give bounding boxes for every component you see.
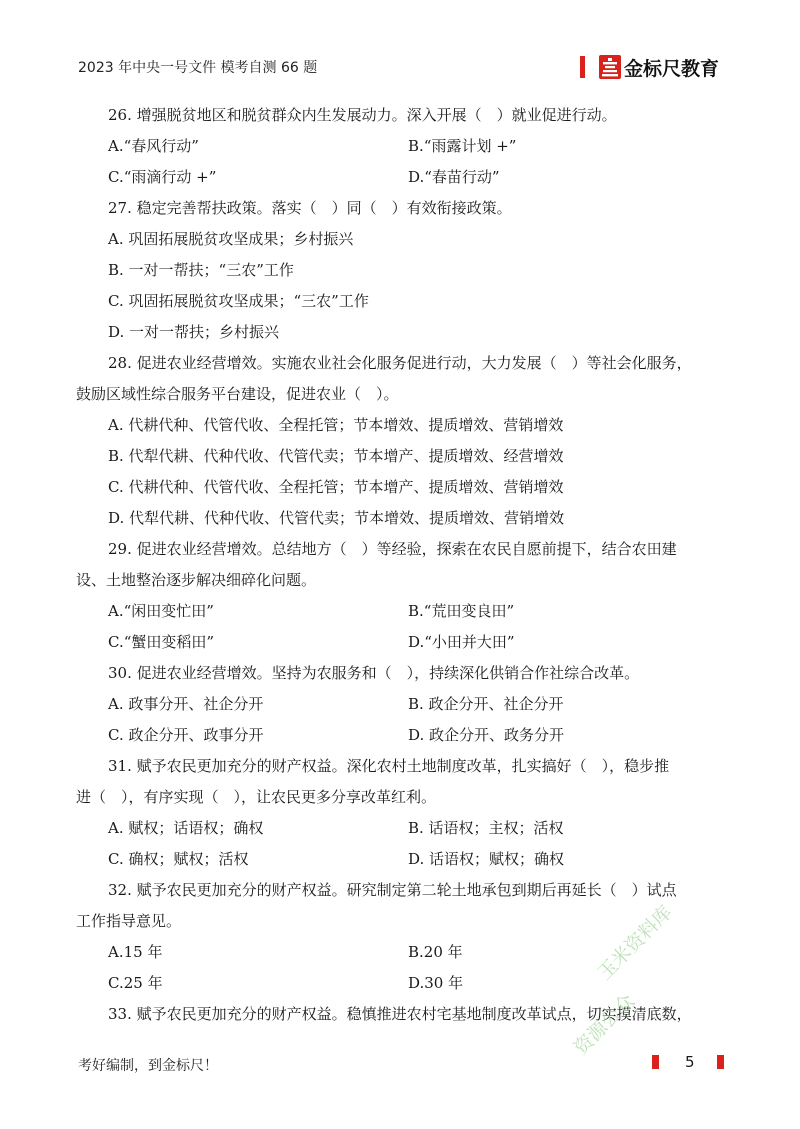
option: D. 政企分开、政务分开 [408,726,565,744]
option: D. 话语权；赋权；确权 [408,850,565,868]
option-row [108,720,728,751]
option: A.“闲田变忙田” [108,602,214,620]
option: B. 一对一帮扶；“三农”工作 [108,261,294,279]
option: B.“雨露计划 +” [408,137,517,155]
option: A. 巩固拓展脱贫攻坚成果；乡村振兴 [108,230,354,248]
question-stem-continued: 进（ ），有序实现（ ），让农民更多分享改革红利。 [76,788,437,806]
option: B. 代犁代耕、代种代收、代管代卖；节本增产、提质增效、经营增效 [108,447,564,465]
question-stem: 26. 增强脱贫地区和脱贫群众内生发展动力。深入开展（ ）就业促进行动。 [108,106,617,124]
question-stem: 28. 促进农业经营增效。实施农业社会化服务促进行动，大力发展（ ）等社会化服务， [108,354,692,372]
question-stem: 29. 促进农业经营增效。总结地方（ ）等经验，探索在农民自愿前提下，结合农田建 [108,540,677,558]
logo-icon [599,55,621,79]
option: B. 话语权；主权；活权 [408,819,564,837]
header-title: 2023 年中央一号文件 模考自测 66 题 [78,60,318,76]
option: C. 确权；赋权；活权 [108,850,249,868]
option: C.“雨滴行动 +” [108,168,217,186]
option: C. 政企分开、政事分开 [108,726,264,744]
logo-accent-bar [580,56,585,78]
page-number: 5 [685,1053,695,1071]
watermark-line1: 玉米资料库 [593,901,677,985]
brand-logo [580,52,719,82]
option-row [108,627,728,658]
question-stem: 31. 赋予农民更加充分的财产权益。深化农村土地制度改革，扎实搞好（ ），稳步推 [108,757,670,775]
option: C. 代耕代种、代管代收、全程托管；节本增产、提质增效、营销增效 [108,478,564,496]
option: A.“春风行动” [108,137,199,155]
option: C.“蟹田变稻田” [108,633,215,651]
logo-text: 金标尺教育 [624,57,720,80]
option-row [108,689,728,720]
option-row [108,813,728,844]
question-list [76,100,728,1030]
question-stem-continued: 工作指导意见。 [76,912,182,930]
option: A. 政事分开、社企分开 [108,695,264,713]
question-stem: 30. 促进农业经营增效。坚持为农服务和（ ），持续深化供销合作社综合改革。 [108,664,640,682]
footer-slogan: 考好编制，到金标尺！ [78,1058,218,1074]
option: A.15 年 [108,943,163,961]
option: A. 代耕代种、代管代收、全程托管；节本增效、提质增效、营销增效 [108,416,564,434]
option: C. 巩固拓展脱贫攻坚成果；“三农”工作 [108,292,369,310]
question-stem: 27. 稳定完善帮扶政策。落实（ ）同（ ）有效衔接政策。 [108,199,512,217]
option: B. 政企分开、社企分开 [408,695,564,713]
option-row [108,162,728,193]
option: B.20 年 [408,943,463,961]
option: D.30 年 [408,974,464,992]
option: A. 赋权；话语权；确权 [108,819,264,837]
question-stem-continued: 鼓励区域性综合服务平台建设，促进农业（ ）。 [76,385,399,403]
question-stem: 32. 赋予农民更加充分的财产权益。研究制定第二轮土地承包到期后再延长（ ）试点 [108,881,677,899]
option-row [108,844,728,875]
option: D.“小田并大田” [408,633,515,651]
question-stem-continued: 设、土地整治逐步解决细碎化问题。 [76,571,317,589]
option-row [108,131,728,162]
option: D. 代犁代耕、代种代收、代管代卖；节本增效、提质增效、营销增效 [108,509,565,527]
question-stem: 33. 赋予农民更加充分的财产权益。稳慎推进农村宅基地制度改革试点，切实摸清底数， [108,1005,692,1023]
option: C.25 年 [108,974,163,992]
option: D.“春苗行动” [408,168,500,186]
watermark-line2: 资源公众 [569,989,640,1060]
option: D. 一对一帮扶；乡村振兴 [108,323,280,341]
option: B.“荒田变良田” [408,602,515,620]
option-row [108,596,728,627]
